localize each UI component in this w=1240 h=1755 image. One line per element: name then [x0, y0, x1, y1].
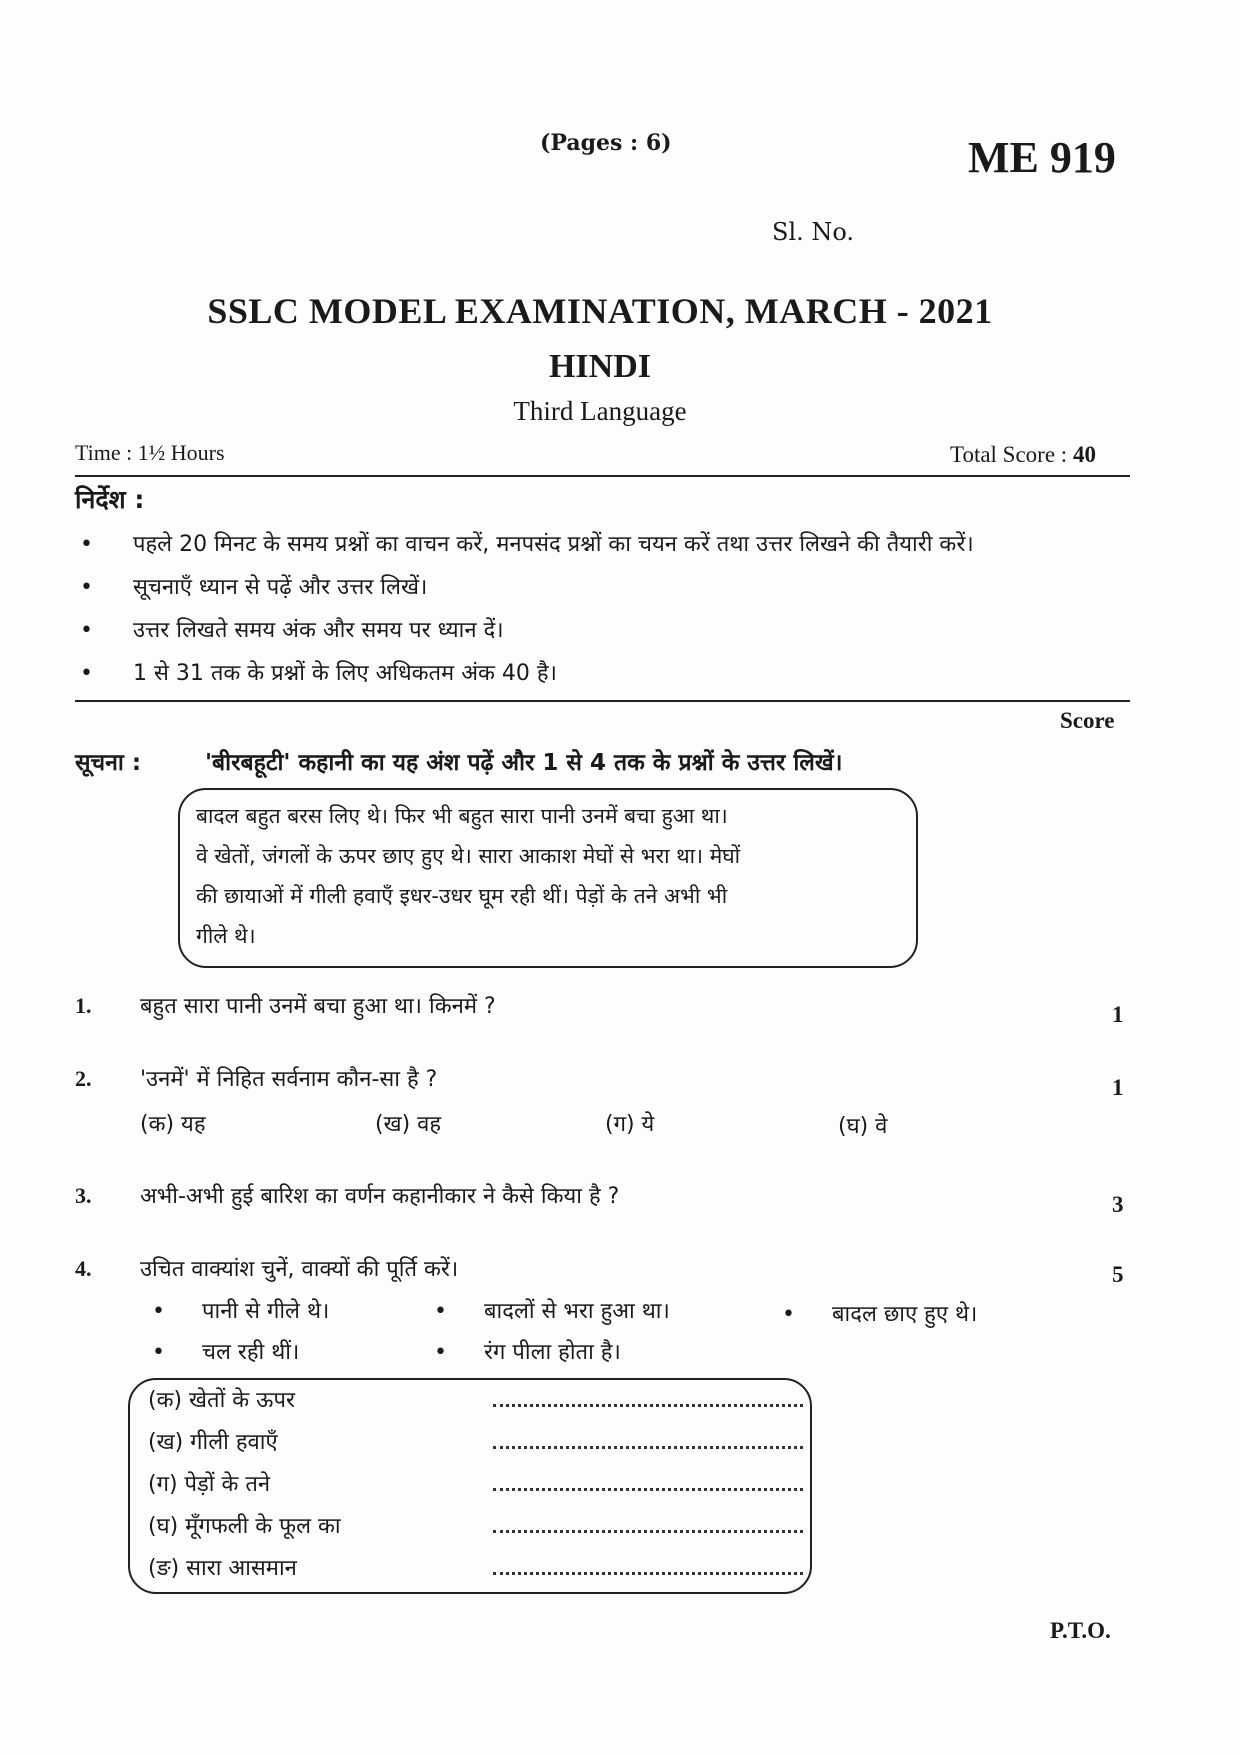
please-turn-over: P.T.O. — [1050, 1618, 1111, 1643]
notice — [75, 745, 842, 777]
question-number: 2. — [75, 1066, 92, 1091]
instruction-item — [75, 659, 1155, 702]
question-text: बहुत सारा पानी उनमें बचा हुआ था। किनमें ? — [140, 994, 496, 1019]
header-divider — [75, 475, 1130, 477]
fill-in-row — [148, 1384, 295, 1414]
notice-text: 'बीरबहूटी' कहानी का यह अंश पढ़ें और 1 से 4 तक के प्रश्नों के उत्तर लिखें। — [205, 750, 843, 776]
fill-in-row — [148, 1552, 297, 1582]
bullet-icon: • — [782, 1302, 795, 1327]
bullet-icon: • — [80, 618, 93, 643]
question-1-score: 1 — [1112, 1002, 1124, 1027]
fill-in-box — [128, 1378, 812, 1594]
instructions-divider — [75, 700, 1130, 702]
phrase-option — [152, 1336, 299, 1366]
phrase-option — [152, 1295, 329, 1325]
question-2-score: 1 — [1112, 1075, 1124, 1100]
bullet-icon: • — [152, 1340, 165, 1365]
fill-in-row — [148, 1426, 278, 1456]
instruction-text: सूचनाएँ ध्यान से पढ़ें और उत्तर लिखें। — [133, 575, 428, 600]
instruction-item — [75, 616, 1155, 659]
instructions-heading: निर्देश : — [75, 485, 145, 514]
notice-label: सूचना : — [75, 750, 142, 776]
phrase-text: बादलों से भरा हुआ था। — [484, 1299, 670, 1324]
passage-line: बादल बहुत बरस लिए थे। फिर भी बहुत सारा पानी उनमें बचा हुआ था। — [196, 804, 728, 828]
bullet-icon: • — [152, 1299, 165, 1324]
answer-blank[interactable] — [493, 1390, 803, 1407]
question-3 — [75, 1180, 619, 1210]
question-4-score: 5 — [1112, 1262, 1124, 1287]
phrase-option — [434, 1295, 670, 1325]
option-kha: (ख) वह — [375, 1112, 442, 1137]
subject-title: HINDI — [548, 348, 652, 385]
passage-box — [178, 788, 918, 968]
phrase-option — [782, 1298, 977, 1328]
answer-blank[interactable] — [493, 1516, 803, 1533]
total-score — [950, 442, 1096, 468]
question-text: अभी-अभी हुई बारिश का वर्णन कहानीकार ने कैसे किया है ? — [140, 1184, 620, 1209]
question-number: 1. — [75, 993, 92, 1018]
page-count: (Pages : 6) — [540, 130, 672, 156]
question-number: 4. — [75, 1256, 92, 1281]
bullet-icon: • — [80, 661, 93, 686]
fill-in-prompt: (क) खेतों के ऊपर — [148, 1388, 295, 1413]
question-3-score: 3 — [1112, 1192, 1124, 1217]
instruction-text: पहले 20 मिनट के समय प्रश्नों का वाचन करें, मनपसंद प्रश्नों का चयन करें तथा उत्तर लिखने की तैयारी करें। — [133, 532, 974, 557]
answer-blank[interactable] — [493, 1474, 803, 1491]
total-score-value: 40 — [1072, 442, 1096, 467]
instruction-item — [75, 530, 1155, 573]
phrase-text: रंग पीला होता है। — [484, 1340, 621, 1365]
instruction-text: उत्तर लिखते समय अंक और समय पर ध्यान दें। — [133, 618, 504, 643]
question-4 — [75, 1253, 458, 1283]
fill-in-row — [148, 1468, 270, 1498]
bullet-icon: • — [80, 532, 93, 557]
bullet-icon: • — [434, 1340, 447, 1365]
question-1 — [75, 990, 496, 1020]
question-2 — [75, 1063, 437, 1093]
question-text: उचित वाक्यांश चुनें, वाक्यों की पूर्ति करें। — [140, 1257, 459, 1282]
phrase-text: चल रही थीं। — [202, 1340, 300, 1365]
instructions-list — [75, 530, 1155, 702]
passage-line: गीले थे। — [196, 924, 256, 948]
question-text: 'उनमें' में निहित सर्वनाम कौन-सा है ? — [140, 1067, 438, 1092]
bullet-icon: • — [434, 1299, 447, 1324]
answer-blank[interactable] — [493, 1558, 803, 1575]
score-column-heading: Score — [1060, 708, 1115, 733]
fill-in-prompt: (घ) मूँगफली के फूल का — [148, 1514, 341, 1539]
time-allowed: Time : 1½ Hours — [75, 440, 225, 465]
fill-in-prompt: (ङ) सारा आसमान — [148, 1556, 297, 1581]
serial-number-label: Sl. No. — [772, 218, 855, 246]
fill-in-prompt: (ग) पेड़ों के तने — [148, 1472, 271, 1497]
passage-line: वे खेतों, जंगलों के ऊपर छाए हुए थे। सारा आकाश मेघों से भरा था। मेघों — [196, 844, 741, 868]
bullet-icon: • — [80, 575, 93, 600]
phrase-text: बादल छाए हुए थे। — [832, 1302, 978, 1327]
instruction-item — [75, 573, 1155, 616]
phrase-option — [434, 1336, 621, 1366]
phrase-text: पानी से गीले थे। — [202, 1299, 330, 1324]
fill-in-row — [148, 1510, 341, 1540]
option-ka: (क) यह — [140, 1112, 206, 1137]
option-ga: (ग) ये — [605, 1112, 655, 1137]
option-gha: (घ) वे — [838, 1114, 888, 1139]
total-score-label: Total Score : — [950, 442, 1073, 467]
answer-blank[interactable] — [493, 1432, 803, 1449]
instruction-text: 1 से 31 तक के प्रश्नों के लिए अधिकतम अंक 40 है। — [133, 661, 557, 686]
paper-code: ME 919 — [968, 133, 1116, 182]
passage-line: की छायाओं में गीली हवाएँ इधर-उधर घूम रही थीं। पेड़ों के तने अभी भी — [196, 884, 728, 908]
exam-title: SSLC MODEL EXAMINATION, MARCH - 2021 — [207, 291, 993, 331]
language-subtitle: Third Language — [513, 396, 687, 426]
question-number: 3. — [75, 1183, 92, 1208]
fill-in-prompt: (ख) गीली हवाएँ — [148, 1430, 278, 1455]
